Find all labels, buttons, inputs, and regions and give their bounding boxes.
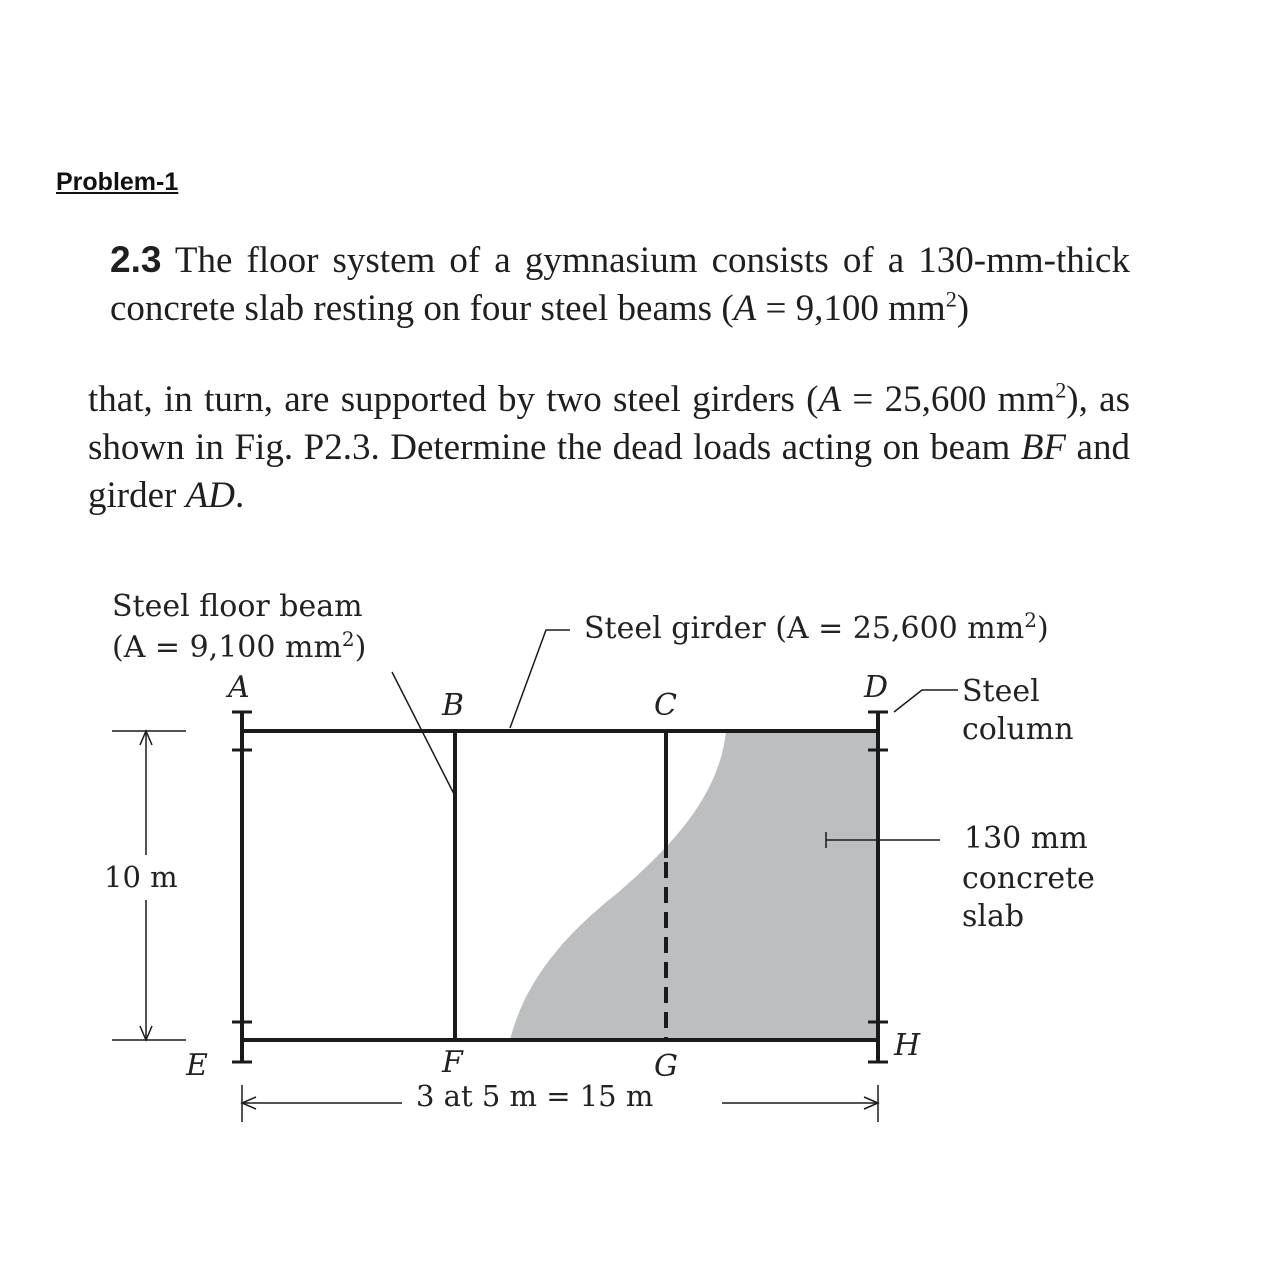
beam-label-line-2: (A = 9,100 $mm^2$) [112,627,367,665]
point-g-label: G [654,1049,678,1084]
slab-label-line-1: 130 mm [964,821,1088,856]
slab-label-line-3: slab [962,899,1025,934]
point-f-label: F [442,1045,463,1080]
slab-label-line-2: concrete [962,861,1095,896]
point-c-label: C [654,688,677,723]
girder-label-leader [510,630,570,728]
point-e-label: E [186,1048,208,1083]
column-label-leader [894,690,958,712]
width-dimension-label: 3 at 5 m = 15 m [416,1079,654,1113]
problem-number: 2.3 [110,239,162,280]
point-b-label: B [442,688,465,723]
problem-statement-part-2: that, in turn, are supported by two steel girders (A = 25,600 $mm^2$), as shown in Fig. P2.3. Determine the dead loads acting on beam BF and girder AD. [88,377,1130,516]
girder-label: Steel girder (A = 25,600 $mm^2$) [584,608,1049,646]
point-h-label: H [894,1028,921,1063]
height-dimension-label: 10 m [104,860,178,894]
point-a-label: A [228,670,250,705]
problem-statement-part-1: 2.3 The floor system of a gymnasium consists of a 130-mm-thick concrete slab resting on four steel beams (A = 9,100 $mm^2$) [110,239,1130,329]
problem-heading: Problem-1 [56,168,179,196]
concrete-slab-region [510,731,878,1040]
column-label-line-2: column [962,712,1074,747]
column-label-line-1: Steel [962,674,1040,709]
point-d-label: D [864,670,889,705]
beam-label-line-1: Steel floor beam [112,589,363,624]
